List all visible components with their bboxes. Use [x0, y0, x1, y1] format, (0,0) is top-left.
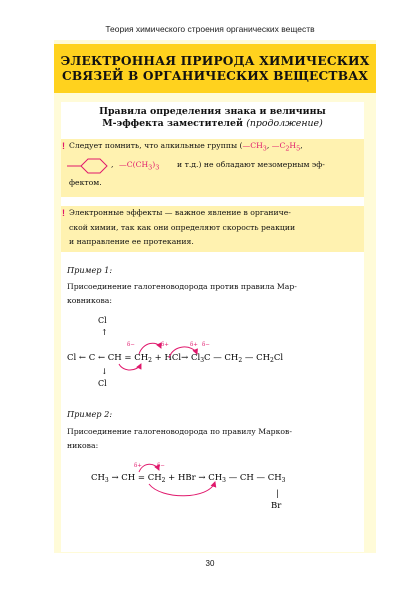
- note-effects-line: Электронные эффекты — важное явление в органиче-: [69, 208, 291, 217]
- bromine-substituent: Br: [271, 501, 282, 511]
- charge-label: δ−: [157, 463, 165, 469]
- note-alkyl-lead: Следует помнить, что алкильные группы (: [69, 141, 243, 150]
- section-heading-line2: [61, 118, 364, 130]
- example1-label: Пример 1:: [67, 265, 113, 275]
- example1-reaction-scheme: [61, 312, 364, 402]
- charge-label: δ+: [134, 463, 142, 469]
- exclamation-icon: !: [62, 141, 65, 151]
- example2-reaction-scheme: [61, 458, 364, 528]
- example1-description: [67, 280, 360, 308]
- page-number: 30: [205, 559, 215, 568]
- charge-label: δ−: [202, 342, 210, 348]
- down-arrow: ↓: [101, 367, 108, 376]
- note-electronic-effects: [61, 206, 364, 252]
- cl-bottom: Cl: [98, 379, 107, 388]
- chapter-title-line2: СВЯЗЕЙ В ОРГАНИЧЕСКИХ ВЕЩЕСТВАХ: [62, 68, 368, 83]
- note-alkyl-line3: фектом.: [69, 178, 102, 188]
- section-heading-line1: Правила определения знака и величины: [99, 106, 326, 117]
- note-effects-text: [69, 206, 361, 250]
- chapter-title-line1: ЭЛЕКТРОННАЯ ПРИРОДА ХИМИЧЕСКИХ: [60, 53, 370, 68]
- note-alkyl-line1: Следует помнить, что алкильные группы ($—CH_3$, $—C_2H_5$,: [69, 141, 303, 153]
- example1-desc-line: Присоединение галогеноводорода против правила Мар-: [67, 282, 297, 291]
- note-effects-line: ской химии, так как они определяют скорость реакции: [69, 222, 296, 232]
- example2-label: Пример 2:: [67, 409, 113, 419]
- formula-left: Cl ← C ← CH = $CH_2 + HCl\to Cl_3C$ — $CH_2$ — $CH_2Cl$: [67, 353, 284, 364]
- formula2: $CH_3$ → CH = $CH_2$ + HBr → $CH_3$ — CH — $CH_3$: [91, 473, 286, 484]
- electron-shift-arrow: [139, 464, 159, 472]
- cl-top: Cl: [98, 316, 107, 325]
- up-arrow: ↑: [101, 328, 108, 337]
- page-frame: [54, 40, 376, 553]
- running-head: Теория химического строения органических веществ: [105, 24, 315, 34]
- methyl-group: $—CH_3$: [242, 141, 267, 153]
- section-heading: [61, 106, 364, 129]
- section-heading-main: М-эффекта заместителей: [102, 117, 243, 129]
- note-alkyl-line2: , $—C(CH_3)_3$ и т.д.) не обладают мезомерным эф-: [69, 156, 361, 176]
- charge-label: δ+: [190, 342, 198, 348]
- vertical-bond: |: [276, 489, 279, 498]
- note-alkyl-tail: и т.д.) не обладают мезомерным эф-: [177, 160, 325, 170]
- section-heading-continued: (продолжение): [246, 117, 323, 129]
- example1-desc-line: ковникова:: [67, 296, 112, 305]
- chapter-title: [54, 44, 376, 93]
- tert-butyl-group: $—C(CH_3)_3$: [119, 160, 160, 172]
- example2-desc-line: Присоединение галогеноводорода по правилу Марков-: [67, 427, 292, 436]
- electron-shift-arrow: [149, 482, 215, 496]
- exclamation-icon: !: [62, 208, 65, 218]
- ethyl-group: $—C_2H_5$: [271, 141, 301, 153]
- note-effects-line: и направление ее протекания.: [69, 237, 194, 246]
- charge-label: δ−: [127, 342, 135, 348]
- charge-label: δ+: [161, 342, 169, 348]
- content-card: [61, 102, 364, 552]
- note-alkyl-text: [69, 139, 361, 191]
- electron-shift-arrow: [119, 364, 141, 370]
- example2-desc-line: никова:: [67, 441, 99, 450]
- note-alkyl-groups: [61, 139, 364, 197]
- example2-description: [67, 425, 360, 453]
